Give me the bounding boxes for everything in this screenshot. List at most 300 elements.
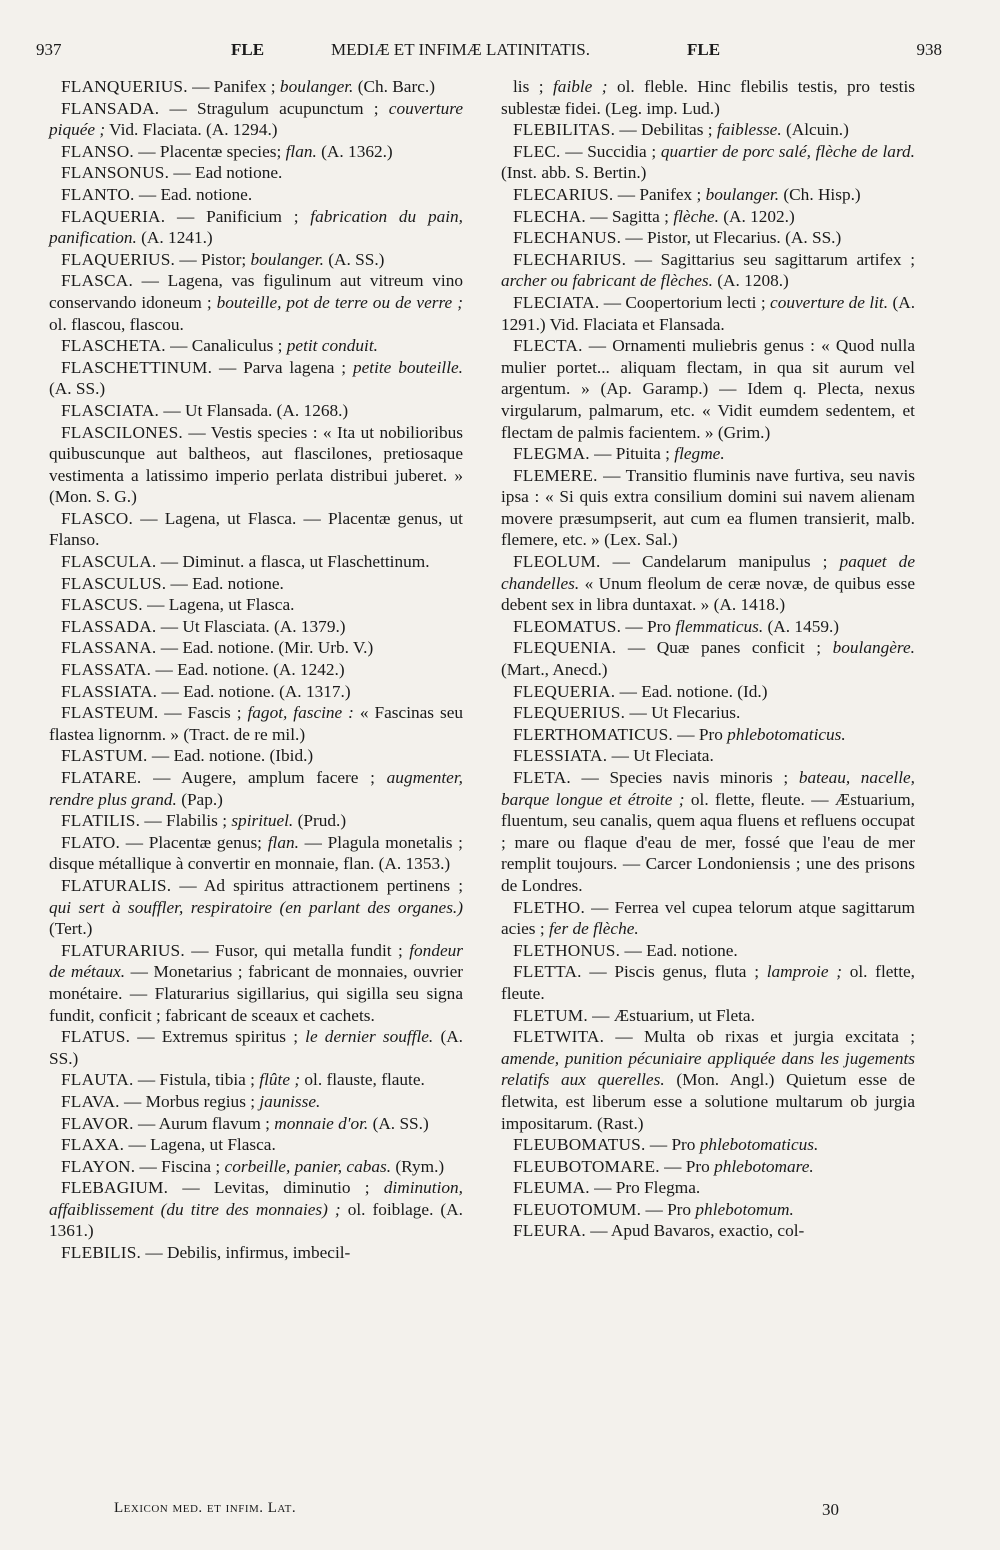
running-title: MEDIÆ ET INFIMÆ LATINITATIS. [331, 40, 590, 59]
entry-gloss: Pro Flegma. [615, 1178, 701, 1198]
dictionary-entry [501, 206, 915, 228]
entry-dash: — [140, 811, 167, 831]
dictionary-entry [49, 184, 463, 206]
dictionary-entry [49, 400, 463, 422]
entry-source: (A. 1208.) [717, 271, 789, 291]
entry-gloss: Ead. notione. [173, 746, 266, 766]
entry-headword: FLASCIATA. [61, 400, 160, 420]
entry-dash: — [585, 206, 612, 226]
entry-gloss: Fascis ; [187, 703, 242, 723]
entry-gloss: Ead. notione. [182, 638, 275, 658]
entry-dash: — [597, 465, 626, 485]
entry-french: fer de flèche. [549, 919, 639, 939]
entry-gloss: Ead. notione. [192, 573, 284, 593]
entry-source: (Mon. S. G.) [49, 487, 137, 507]
entry-french: boulangère. [832, 638, 915, 658]
entry-dash: — [158, 703, 188, 723]
dictionary-entry [49, 141, 463, 163]
entry-headword: FLEC. [513, 141, 561, 161]
entry-source: (Ch. Hisp.) [783, 184, 861, 204]
entry-headword: FLATILIS. [61, 811, 141, 831]
entry-headword: FLETTA. [513, 962, 582, 982]
entry-french: petit conduit. [286, 336, 378, 356]
entry-headword: FLASSADA. [61, 616, 157, 636]
entry-dash: — [182, 422, 211, 442]
dictionary-entry [501, 637, 915, 680]
entry-source: « Fascinas seu flastea lignornm. » (Tract. de re mil.) [49, 703, 464, 744]
entry-dash: — [604, 1027, 645, 1047]
dictionary-entry [501, 465, 915, 551]
dictionary-entry [49, 422, 463, 508]
entry-headword: FLAUTA. [61, 1070, 134, 1090]
entry-gloss: Placentæ species; [159, 141, 282, 161]
dictionary-entry [49, 810, 463, 832]
entry-source: ol. flette, fleute. — Æstuarium, fluentum, seu canalis, quem aqua fluens et refluens occupat ; mare ou flaque d'eau de mer, fossé que l'eau de mer remplit toujours. — Carcer Londoniensis ; une des prisons de Londres. [501, 789, 916, 895]
entry-source: (A. 1362.) [321, 141, 393, 161]
entry-dash: — [156, 616, 183, 636]
entry-gloss: Pro [671, 1135, 696, 1155]
entry-dash: — [645, 1135, 672, 1155]
entry-gloss: Species navis minoris ; [609, 768, 789, 787]
entry-source: Vid. Flaciata. (A. 1294.) [109, 120, 278, 140]
dictionary-entry [49, 1156, 463, 1178]
entry-headword: FLANTO. [61, 184, 135, 204]
entry-french: phlebotomaticus. [727, 724, 846, 744]
entry-gloss: Debilitas ; [641, 120, 713, 140]
entry-gloss: Panifex ; [639, 184, 702, 204]
entry-headword: FLANQUERIUS. [61, 77, 188, 96]
entry-source: (Mart., Anecd.) [501, 660, 608, 680]
entry-gloss: Ut Flansada. (A. 1268.) [185, 400, 349, 420]
entry-french: spirituel. [231, 811, 294, 831]
entry-french: bouteille, pot de terre ou de verre ; [216, 292, 463, 312]
entry-gloss: Pistor, ut Flecarius. [647, 228, 781, 248]
entry-gloss: Æstuarium, ut Fleta. [613, 1005, 755, 1025]
entry-dash: — [133, 1113, 159, 1133]
entry-gloss: Canaliculus ; [191, 336, 283, 356]
entry-french: flèche. [673, 206, 719, 226]
entry-headword: FLASTUM. [61, 746, 148, 766]
entry-headword: FLETWITA. [513, 1027, 605, 1047]
entry-dash: — [620, 940, 647, 960]
entry-headword: FLEBILITAS. [513, 120, 616, 140]
entry-french: corbeille, panier, cabas. [224, 1156, 392, 1176]
dictionary-entry [49, 249, 463, 271]
entry-dash: — [165, 206, 207, 226]
right-column [501, 76, 915, 1242]
entry-headword: FLASSATA. [61, 660, 152, 680]
entry-dash: — [119, 1091, 146, 1111]
entry-source: ol. foiblage. (A. 1361.) [49, 1199, 463, 1241]
entry-headword: FLEUBOMATUS. [513, 1135, 646, 1155]
entry-dash: — [130, 1027, 162, 1047]
entry-headword: FLASCHETTINUM. [61, 357, 213, 377]
entry-gloss: Panifex ; [213, 77, 276, 96]
entry-french: flan. [267, 832, 299, 852]
entry-source: (A. SS.) [785, 228, 842, 248]
dictionary-entry [49, 1091, 463, 1113]
dictionary-entry [49, 573, 463, 595]
entry-headword: FLAYON. [61, 1156, 136, 1176]
entry-headword: FLASCO. [61, 508, 133, 528]
entry-headword: FLEOLUM. [513, 552, 601, 572]
entry-dash: — [157, 681, 184, 701]
dictionary-entry [49, 357, 463, 400]
entry-dash: — [581, 962, 615, 982]
entry-french: qui sert à souffler, respiratoire (en parlant des organes.) [49, 897, 463, 917]
entry-french: jaunisse. [259, 1091, 321, 1111]
dictionary-entry [49, 551, 463, 573]
entry-dash: — [119, 832, 149, 852]
entry-gloss: Succidia ; [587, 141, 657, 161]
entry-gloss: Fusor, qui metalla fundit ; [215, 940, 403, 960]
entry-french: flegme. [674, 444, 725, 464]
entry-gloss: Lagena, ut Flasca. [150, 1135, 276, 1155]
entry-source: (Alcuin.) [786, 120, 849, 140]
entry-headword: FLEBAGIUM. [61, 1178, 169, 1198]
entry-dash: — [187, 77, 214, 96]
entry-source: ol. flauste, flaute. [304, 1070, 425, 1090]
entry-dash: — [184, 940, 216, 960]
entry-dash: — [625, 703, 652, 723]
entry-gloss: Lagena, ut Flasca. [168, 595, 295, 615]
entry-french: archer ou fabricant de flèches. [501, 271, 713, 291]
dictionary-entry [501, 335, 915, 443]
entry-headword: FLATUS. [61, 1027, 131, 1047]
entry-headword: FLATURALIS. [61, 875, 172, 895]
entry-french: monnaie d'or. [274, 1113, 369, 1133]
entry-gloss: Transitio fluminis nave furtiva, seu navis ipsa : « Si quis extra consilium domini sui navem alienam movere præsumpserit, aut cum ea flumen transierit, malb. flemere, etc. » [501, 465, 915, 550]
entry-dash: — [151, 660, 178, 680]
dictionary-entry [49, 1069, 463, 1091]
entry-headword: FLASSIATA. [61, 681, 158, 701]
entry-gloss: Pituita ; [615, 444, 670, 464]
entry-gloss: Candelarum manipulus ; [642, 552, 828, 572]
entry-source: (A. 1202.) [723, 206, 795, 226]
entry-dash: — [615, 120, 642, 140]
entry-gloss: Parva lagena ; [243, 357, 347, 377]
entry-french: flemmaticus. [675, 616, 764, 636]
entry-dash: — [147, 746, 174, 766]
entry-headword: FLAXA. [61, 1135, 125, 1155]
entry-headword: FLAQUERIA. [61, 206, 166, 226]
entry-source: — Monetarius ; fabricant de monnaies, ouvrier monétaire. — Flaturarius sigillarius, qui sigilla seu signa fundit, conficit ; fabricant de sceaux et cachets. [49, 962, 463, 1025]
entry-headword: FLASCHETA. [61, 336, 166, 356]
dictionary-entry [49, 206, 463, 249]
entry-headword: FLASCA. [61, 271, 133, 291]
entry-headword: FLETHONUS. [513, 940, 621, 960]
dictionary-entry [49, 162, 463, 184]
entry-headword: FLANSO. [61, 141, 134, 161]
entry-gloss: Aurum flavum ; [158, 1113, 270, 1133]
dictionary-entry [49, 637, 463, 659]
entry-french: phlebotomum. [695, 1199, 794, 1219]
dictionary-entry [501, 940, 915, 962]
dictionary-entry [49, 616, 463, 638]
footer-title: Lexicon med. et infim. Lat. [114, 1500, 297, 1516]
entry-source: (Prud.) [297, 811, 347, 831]
entry-gloss: Lagena, vas figulinum aut vitreum vino conservando idoneum ; [49, 271, 463, 312]
entry-dash: — [672, 724, 699, 744]
entry-french: amende, punition pécuniaire appliquée dans les jugements relatifs aux querelles. [501, 1048, 915, 1090]
entry-gloss: Diminut. a flasca, ut Flaschettinum. [182, 552, 430, 572]
entry-gloss: Placentæ genus; [148, 832, 262, 852]
entry-dash: — [589, 1178, 616, 1198]
dictionary-entry [49, 98, 463, 141]
entry-headword: FLASCUS. [61, 595, 143, 615]
entry-gloss: Ut Flasciata. (A. 1379.) [182, 616, 346, 636]
entry-gloss: Lagena, ut Flasca. — Placentæ genus, ut Flanso. [49, 508, 463, 550]
dictionary-entry [49, 875, 463, 940]
entry-gloss: Sagitta ; [611, 206, 669, 226]
dictionary-entry [501, 141, 915, 184]
entry-french: boulanger. [250, 249, 324, 269]
entry-dash: — [133, 141, 160, 161]
entry-gloss: Ead. notione. (A. 1317.) [183, 681, 351, 701]
entry-headword: FLETHO. [513, 897, 585, 917]
entry-dash: — [142, 595, 169, 615]
entry-dash: — [159, 98, 197, 118]
dictionary-entry [49, 1177, 463, 1242]
page-number-left: 937 [36, 40, 62, 59]
entry-gloss: Flabilis ; [166, 811, 227, 831]
entry-french: phlebotomaticus. [699, 1135, 819, 1155]
entry-source: (A. SS.) [49, 379, 106, 399]
entry-dash: — [124, 1135, 151, 1155]
entry-headword: FLEQUERIA. [513, 681, 616, 701]
entry-dash: — [133, 1070, 160, 1090]
entry-dash: — [168, 1178, 214, 1198]
entry-gloss: Ead notione. [195, 163, 283, 183]
entry-source: « Unum fleolum de ceræ novæ, de quibus esse debent sex in libra duntaxat. » (A. 1418.) [501, 573, 915, 615]
entry-headword: FLECHARIUS. [513, 249, 627, 269]
entry-gloss: Ead. notione. (Id.) [641, 681, 768, 701]
entry-source: (Ch. Barc.) [357, 77, 435, 96]
dictionary-entry [49, 702, 463, 745]
dictionary-entry [501, 681, 915, 703]
entry-source: (Inst. abb. S. Bertin.) [501, 163, 647, 183]
entry-source: (A. 1291.) Vid. Flaciata et Flansada. [501, 292, 916, 334]
entry-source: (A. SS.) [372, 1113, 429, 1133]
dictionary-entry [49, 745, 463, 767]
entry-dash: — [156, 638, 183, 658]
entry-headword: FLESSIATA. [513, 746, 608, 766]
entry-dash: — [607, 746, 634, 766]
dictionary-entry [501, 1220, 915, 1242]
entry-dash: — [589, 444, 616, 464]
entry-french: faiblesse. [716, 120, 782, 140]
dictionary-entry [501, 961, 915, 1004]
entry-headword: FLECIATA. [513, 292, 600, 312]
entry-dash: — [587, 1005, 614, 1025]
entry-headword: FLATARE. [61, 768, 142, 787]
entry-french: flan. [285, 141, 317, 161]
entry-source: (Mon. Angl.) Quietum esse de fletwita, est liberum esse a solutione multarum ob jurgia impositarum. (Rast.) [501, 1070, 915, 1133]
dictionary-entry [501, 292, 915, 335]
entry-dash: — [156, 552, 183, 572]
dictionary-entry [501, 1199, 915, 1221]
dictionary-entry [501, 616, 915, 638]
entry-source: (Ibid.) [269, 746, 314, 766]
entry-gloss: Ornamenti muliebris genus : « Quod nulla mulier portet... aliquam flectam, in qua sit aurum vel argentum. » (Ap. Garamp.) — Idem q. Plecta, nexus virgularum, palmarum, etc. « Vidit eumdem sedentem, et flectam de palmis facientem. » [501, 336, 915, 442]
entry-dash: — [166, 573, 193, 593]
entry-dash: — [600, 552, 642, 572]
entry-gloss: Ad spiritus attractionem pertinens ; [203, 875, 463, 895]
entry-french: faible ; [553, 77, 608, 96]
entry-gloss: Ut Fleciata. [633, 746, 714, 766]
dictionary-entry [49, 832, 463, 875]
entry-dash: — [165, 336, 192, 356]
entry-gloss: Apud Bavaros, exactio, col- [610, 1221, 805, 1241]
entry-french: boulanger. [705, 184, 780, 204]
entry-headword: FLASTEUM. [61, 703, 159, 723]
entry-dash: — [615, 681, 642, 701]
entry-gloss: Pro [647, 616, 672, 636]
entry-dash: — [641, 1199, 668, 1219]
entry-gloss: Sagittarius seu sagittarum artifex ; [660, 249, 916, 269]
entry-french: couverture piquée ; [49, 98, 464, 140]
entry-source: — Plagula monetalis ; disque métallique à convertir en monnaie, flan. (A. 1353.) [49, 832, 463, 874]
entry-french: bateau, nacelle, barque longue et étroite ; [501, 768, 916, 809]
entry-dash: — [613, 184, 640, 204]
dictionary-entry [501, 443, 915, 465]
entry-gloss: Coopertorium lecti ; [625, 292, 766, 312]
entry-headword: FLATURARIUS. [61, 940, 185, 960]
entry-french: petite bouteille. [352, 357, 463, 377]
entry-gloss: Piscis genus, fluta ; [614, 962, 759, 982]
entry-gloss: Quæ panes conficit ; [656, 638, 822, 658]
entry-source: (Mir. Urb. V.) [278, 638, 374, 658]
entry-dash: — [560, 141, 588, 161]
dictionary-entry [501, 76, 915, 119]
entry-headword: FLECHA. [513, 206, 586, 226]
dictionary-entry [49, 594, 463, 616]
entry-headword: FLASCULA. [61, 552, 157, 572]
dictionary-entry [501, 227, 915, 249]
entry-dash: — [171, 875, 204, 895]
signature-mark: 30 [822, 1500, 839, 1519]
entry-headword: FLAVOR. [61, 1113, 134, 1133]
page-number-right: 938 [916, 40, 942, 59]
entry-headword: FLEUOTOMUM. [513, 1199, 642, 1219]
entry-dash: — [570, 768, 610, 787]
entry-dash: — [584, 897, 615, 917]
entry-french: phlebotomare. [714, 1156, 814, 1176]
entry-dash: — [616, 638, 657, 658]
dictionary-entry [49, 767, 463, 810]
entry-gloss: Fiscina ; [161, 1156, 221, 1176]
dictionary-entry [49, 681, 463, 703]
dictionary-entry [501, 767, 915, 897]
entry-headword: FLEBILIS. [61, 1243, 142, 1263]
entry-headword: FLERTHOMATICUS. [513, 724, 673, 744]
dictionary-entry [501, 702, 915, 724]
entry-gloss: Augere, amplum facere ; [181, 768, 375, 787]
entry-headword: FLATO. [61, 832, 120, 852]
dictionary-entry [501, 119, 915, 141]
entry-source: (Pap.) [181, 789, 223, 809]
entry-french: boulanger. [279, 77, 354, 96]
entry-source: ol. flascou, flascou. [49, 314, 184, 334]
dictionary-entry [49, 1113, 463, 1135]
catchword-left: FLE [231, 40, 265, 59]
entry-dash: — [141, 768, 182, 787]
entry-french: augmenter, rendre plus grand. [49, 768, 463, 809]
entry-gloss: Pro [698, 724, 723, 744]
entry-dash: — [141, 1243, 167, 1263]
entry-dash: — [585, 1221, 611, 1241]
dictionary-entry [501, 1005, 915, 1027]
entry-gloss: lis ; [513, 77, 544, 96]
dictionary-entry [501, 1026, 915, 1134]
entry-headword: FLEOMATUS. [513, 616, 622, 636]
entry-gloss: Debilis, infirmus, imbecil- [166, 1243, 351, 1263]
dictionary-entry [501, 1177, 915, 1199]
entry-dash: — [133, 508, 165, 528]
entry-dash: — [159, 400, 185, 420]
dictionary-entry [501, 184, 915, 206]
entry-headword: FLASSANA. [61, 638, 157, 658]
entry-source: (Lex. Sal.) [604, 530, 678, 550]
entry-dash: — [599, 292, 626, 312]
running-header [36, 40, 942, 70]
dictionary-entry [501, 1156, 915, 1178]
entry-dash: — [659, 1156, 686, 1176]
dictionary-entry [501, 551, 915, 616]
entry-headword: FLANSONUS. [61, 163, 170, 183]
entry-dash: — [621, 616, 648, 636]
entry-headword: FLECHANUS. [513, 228, 622, 248]
entry-gloss: Pro [667, 1199, 692, 1219]
entry-source: (A. SS.) [49, 1027, 463, 1068]
entry-headword: FLEUBOTOMARE. [513, 1156, 660, 1176]
entry-gloss: Levitas, diminutio ; [213, 1178, 370, 1198]
entry-headword: FLEURA. [513, 1221, 586, 1241]
entry-headword: FLAQUERIUS. [61, 249, 176, 269]
entry-source: (A. SS.) [328, 249, 385, 269]
entry-gloss: Ead. notione. (A. 1242.) [177, 660, 345, 680]
entry-french: couverture de lit. [770, 292, 889, 312]
entry-gloss: Extremus spiritus ; [161, 1027, 298, 1047]
page-footer [0, 1500, 1000, 1530]
dictionary-entry [49, 1242, 463, 1264]
entry-french: flûte ; [259, 1070, 301, 1090]
dictionary-entry [49, 335, 463, 357]
entry-gloss: Pro [685, 1156, 710, 1176]
dictionary-entry [49, 76, 463, 98]
entry-dash: — [626, 249, 661, 269]
entry-headword: FLEQUENIA. [513, 638, 617, 658]
dictionary-entry [49, 1026, 463, 1069]
dictionary-entry [501, 724, 915, 746]
entry-headword: FLETA. [513, 768, 571, 787]
entry-french: lamproie ; [766, 962, 842, 982]
entry-gloss: Morbus regius ; [145, 1091, 256, 1111]
entry-dash: — [169, 163, 196, 183]
entry-french: fabrication du pain, panification. [49, 206, 463, 248]
entry-french: le dernier souffle. [305, 1027, 434, 1047]
entry-headword: FLAVA. [61, 1091, 120, 1111]
entry-dash: — [134, 184, 161, 204]
entry-headword: FLEMERE. [513, 465, 598, 485]
entry-headword: FLECTA. [513, 336, 583, 356]
entry-source: (Rym.) [395, 1156, 445, 1176]
entry-dash: — [133, 271, 168, 291]
entry-dash: — [135, 1156, 162, 1176]
entry-headword: FLECARIUS. [513, 184, 614, 204]
entry-headword: FLASCILONES. [61, 422, 183, 442]
entry-dash: — [582, 336, 613, 356]
